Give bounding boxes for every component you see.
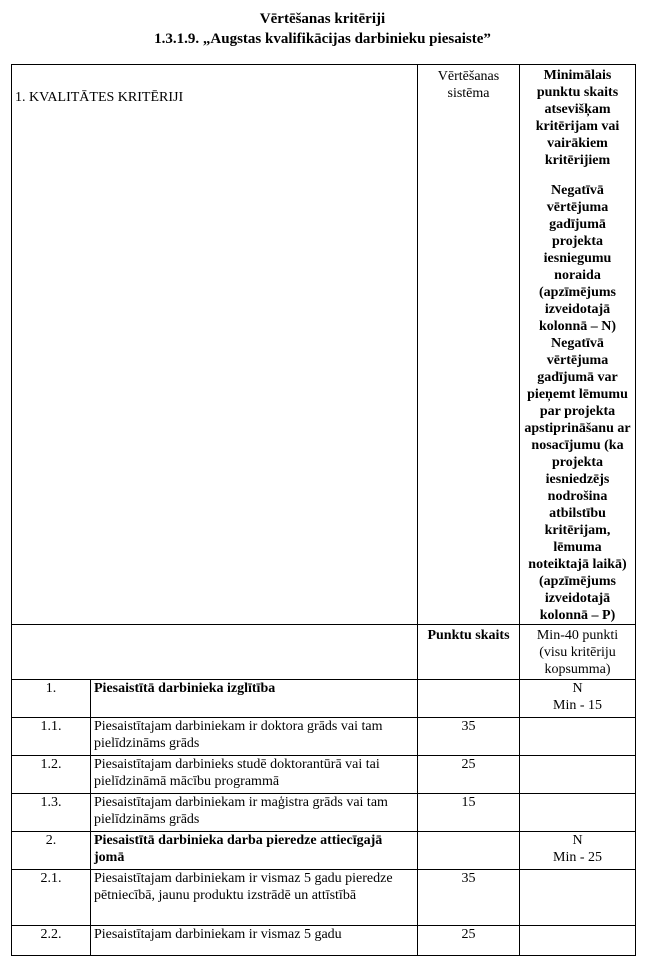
row-points: 25 (418, 756, 520, 794)
header-row (12, 65, 636, 625)
row-points: 15 (418, 794, 520, 832)
table-row (12, 680, 636, 718)
row-text: Piesaistītajam darbiniekam ir maģistra grāds vai tam pielīdzināms grāds (91, 794, 418, 832)
table-row (12, 756, 636, 794)
evaluation-system-label: Vērtēšanas sistēma (437, 69, 500, 101)
min-note-1: Minimālais punktu skaits atsevišķam kritērijam vai vairākiem kritērijiem (535, 68, 620, 168)
min-note-2: Negatīvā vērtējuma gadījumā projekta iesniegumu noraida (apzīmējums izveidotajā kolonnā – N) (538, 183, 617, 334)
row-text: Piesaistītā darbinieka izglītība (91, 680, 418, 718)
table-row (12, 832, 636, 870)
row-points (418, 832, 520, 870)
row-min: N Min - 25 (520, 832, 636, 870)
row-text: Piesaistītā darbinieka darba pieredze attiecīgajā jomā (91, 832, 418, 870)
document-subtitle: 1.3.1.9. „Augstas kvalifikācijas darbinieku piesaiste” (154, 31, 491, 47)
criteria-table (11, 64, 636, 956)
row-points: 25 (418, 926, 520, 956)
row-points (418, 680, 520, 718)
row-number: 1.3. (12, 794, 91, 832)
row-number: 2.2. (12, 926, 91, 956)
row-number: 2. (12, 832, 91, 870)
row-points: 35 (418, 870, 520, 926)
section-title: 1. KVALITĀTES KRITĒRIJI (15, 90, 184, 105)
evaluation-system-header (418, 65, 520, 625)
row-number: 1. (12, 680, 91, 718)
table-row (12, 718, 636, 756)
row-text: Piesaistītajam darbiniekam ir doktora grāds vai tam pielīdzināms grāds (91, 718, 418, 756)
row-min (520, 794, 636, 832)
row-number: 2.1. (12, 870, 91, 926)
row-min (520, 870, 636, 926)
minimum-points-header (520, 65, 636, 625)
points-header: Punktu skaits (418, 625, 520, 680)
row-min (520, 756, 636, 794)
min-total-header: Min-40 punkti (visu kritēriju kopsumma) (520, 625, 636, 680)
table-row (12, 926, 636, 956)
row-number: 1.1. (12, 718, 91, 756)
row-text: Piesaistītajam darbinieks studē doktorantūrā vai tai pielīdzināmā mācību programmā (91, 756, 418, 794)
row-min (520, 718, 636, 756)
min-note-3: Negatīvā vērtējuma gadījumā var pieņemt lēmumu par projekta apstiprināšanu ar nosacījumu (ka projekta iesniedzējs nodrošina atbilstību kritērijam, lēmuma noteiktajā laikā) (apzīmējums izveidotajā kolonnā – P) (524, 336, 631, 623)
row-min (520, 926, 636, 956)
row-text: Piesaistītajam darbiniekam ir vismaz 5 gadu pieredze pētniecībā, jaunu produktu izstrādē un attīstībā (91, 870, 418, 926)
section-title-cell (12, 65, 418, 625)
table-row (12, 794, 636, 832)
subheader-row (12, 625, 636, 680)
row-text: Piesaistītajam darbiniekam ir vismaz 5 gadu (91, 926, 418, 956)
document-title: Vērtēšanas kritēriji (259, 11, 386, 27)
row-min: N Min - 15 (520, 680, 636, 718)
row-number: 1.2. (12, 756, 91, 794)
row-points: 35 (418, 718, 520, 756)
table-row (12, 870, 636, 926)
